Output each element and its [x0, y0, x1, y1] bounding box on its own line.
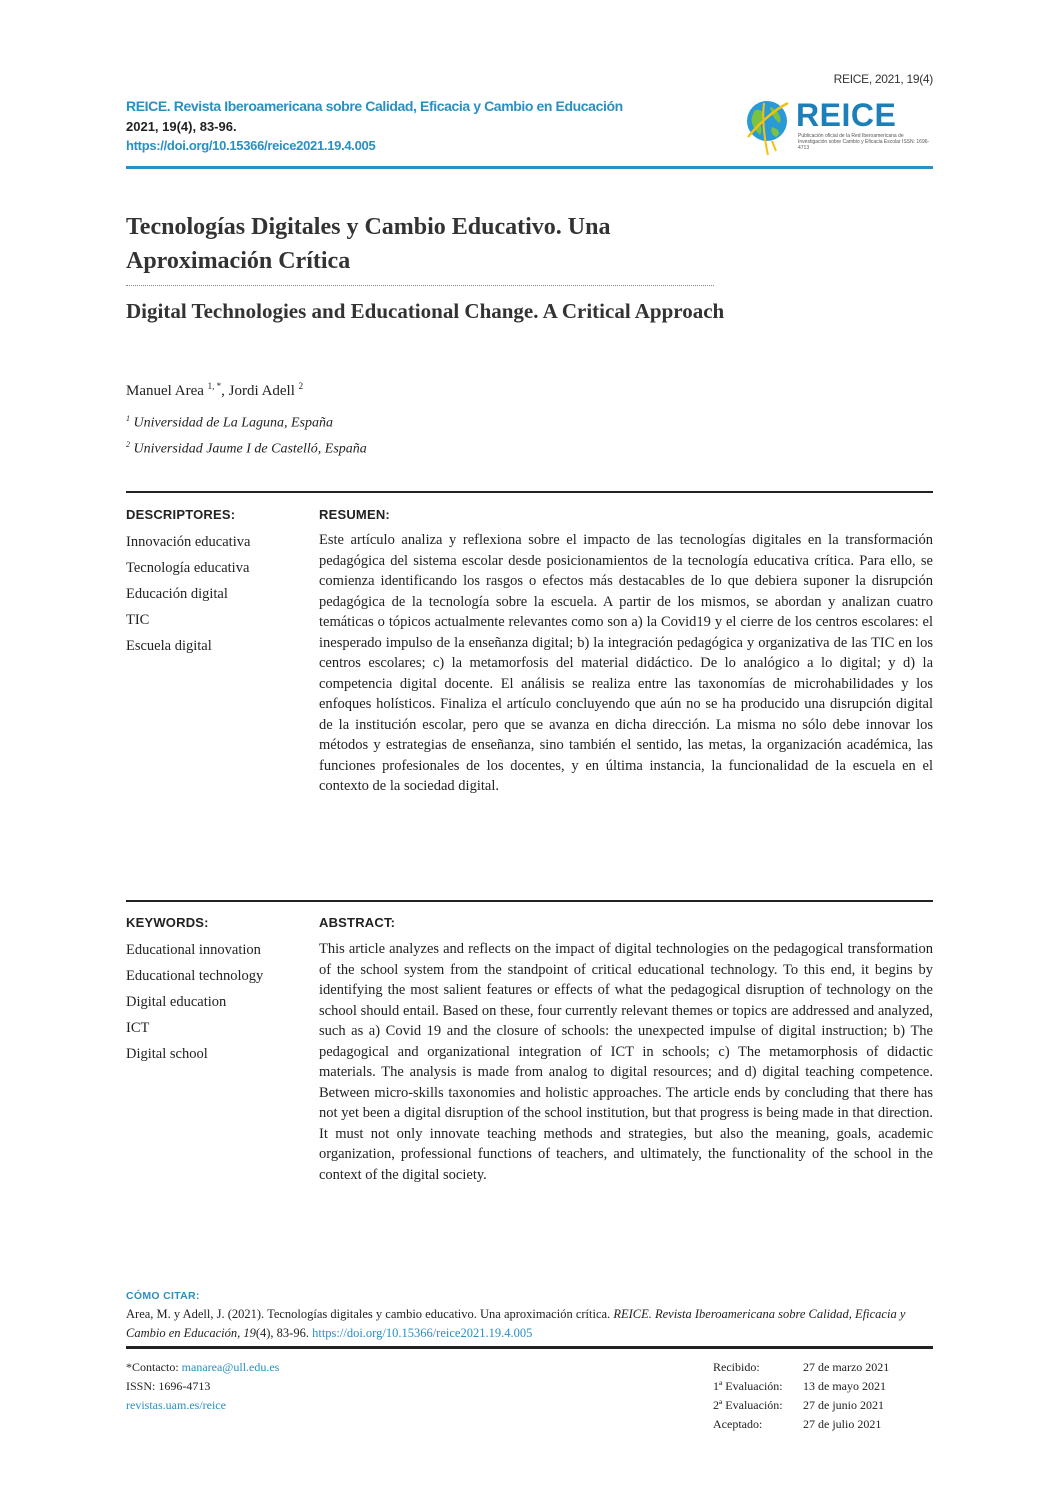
section-rule [126, 900, 933, 902]
affiliation-number: 2 [126, 440, 130, 449]
author-affiliation-mark: 2 [298, 381, 304, 391]
reice-logo [742, 97, 934, 157]
affiliation-text: Universidad Jaume I de Castelló, España [133, 441, 367, 457]
keywords-list [126, 937, 306, 1067]
date-row [713, 1396, 889, 1415]
keyword-item: Digital school [126, 1046, 208, 1062]
contact-email-link[interactable]: manarea@ull.edu.es [181, 1360, 280, 1374]
date-value: 27 de julio 2021 [803, 1417, 882, 1431]
date-row [713, 1358, 889, 1377]
citation-doi-link[interactable]: https://doi.org/10.15366/reice2021.19.4.005 [312, 1326, 533, 1340]
keyword-item: Educational technology [126, 968, 264, 984]
keyword-item: Digital education [126, 994, 227, 1010]
title-divider [126, 285, 714, 286]
journal-doi-link[interactable]: https://doi.org/10.15366/reice2021.19.4.005 [126, 138, 376, 153]
citation-part: (4), 83-96. [255, 1326, 313, 1340]
descriptor-item: Escuela digital [126, 638, 212, 654]
affiliation-text: Universidad de La Laguna, España [133, 415, 333, 431]
contact-line [126, 1358, 279, 1377]
date-label: 1ª Evaluación: [713, 1379, 783, 1393]
descriptor-item: Educación digital [126, 586, 228, 602]
header-rule [126, 166, 933, 169]
author-separator: , [221, 383, 229, 399]
date-label: Aceptado: [713, 1417, 763, 1431]
footer-rule [126, 1346, 933, 1349]
date-value: 27 de junio 2021 [803, 1398, 884, 1412]
date-label: 2ª Evaluación: [713, 1398, 783, 1412]
issn: ISSN: 1696-4713 [126, 1379, 211, 1393]
contact-label: *Contacto: [126, 1360, 182, 1374]
citation-journal: REICE. Revista Iberoamericana sobre Calidad, Eficacia y Cambio en Educación, 19 [126, 1307, 906, 1340]
descriptors-heading: DESCRIPTORES: [126, 507, 236, 522]
affiliation [126, 440, 367, 458]
dates-block [713, 1358, 889, 1434]
title-spanish: Tecnologías Digitales y Cambio Educativo. Una Aproximación Crítica [126, 214, 611, 274]
resumen-heading: RESUMEN: [319, 507, 390, 522]
globe-icon [742, 97, 792, 157]
keywords-heading: KEYWORDS: [126, 915, 209, 930]
descriptors-list [126, 529, 306, 659]
running-head: REICE, 2021, 19(4) [833, 72, 933, 86]
affiliation-number: 1 [126, 414, 130, 423]
website-link[interactable]: revistas.uam.es/reice [126, 1398, 226, 1412]
abstract-text: This article analyzes and reflects on the impact of digital technologies on the pedagogical transformation of the school system from the standpoint of critical educational technology. To this end, it begins by identifying the most salient features or effects of what the pedagogical disruption of technology on the school should entail. Based on these, four currently relevant themes or topics are addressed and analyzed, such as a) Covid 19 and the closure of schools: the unexpected impulse of digital instruction; b) The pedagogical and organizational integration of ICT in schools; c) The metamorphosis of didactic materials. The analysis is made from analog to digital resources; and d) digital teaching competence. Between micro-skills taxonomies and holistic approaches. The article ends by concluding that there has not yet been a digital disruption of the school institution, but that progress is being made in that direction. It must not only innovate teaching methods and strategies, but also the meaning, goals, academic organization, professional functions of teachers, and ultimately, the functionality of the school in the context of the digital society. [319, 941, 933, 1183]
keyword-item: ICT [126, 1020, 150, 1036]
date-value: 27 de marzo 2021 [803, 1360, 890, 1374]
date-row [713, 1415, 889, 1434]
citation-heading: CÓMO CITAR: [126, 1290, 200, 1302]
descriptor-item: Innovación educativa [126, 534, 251, 550]
keyword-item: Educational innovation [126, 942, 261, 958]
descriptor-item: TIC [126, 612, 150, 628]
date-row [713, 1377, 889, 1396]
author-name: Jordi Adell [228, 383, 295, 399]
logo-text: REICE [796, 97, 897, 133]
journal-issue: 2021, 19(4), 83-96. [126, 119, 237, 134]
authors [126, 381, 303, 400]
title-english: Digital Technologies and Educational Change. A Critical Approach [126, 299, 725, 323]
citation-text [126, 1305, 933, 1343]
author-name: Manuel Area [126, 383, 204, 399]
citation-part: Area, M. y Adell, J. (2021). Tecnologías digitales y cambio educativo. Una aproximación crítica. [126, 1307, 614, 1321]
contact-block [126, 1358, 279, 1415]
date-label: Recibido: [713, 1360, 760, 1374]
journal-name: REICE. Revista Iberoamericana sobre Calidad, Eficacia y Cambio en Educación [126, 98, 623, 114]
date-value: 13 de mayo 2021 [803, 1379, 886, 1393]
affiliation [126, 414, 333, 432]
logo-subtitle: Publicación oficial de la Red Iberoamericana de Investigación sobre Cambio y Eficacia Escolar ISSN: 1696-4713 [798, 133, 930, 151]
author-affiliation-mark: 1, * [207, 381, 222, 391]
descriptor-item: Tecnología educativa [126, 560, 250, 576]
abstract-heading: ABSTRACT: [319, 915, 396, 930]
resumen-text: Este artículo analiza y reflexiona sobre el impacto de las tecnologías digitales en la transformación pedagógica del sistema escolar desde posicionamientos de la tecnología educativa crítica. Para ello, se comienza identificando los rasgos o efectos más destacables de lo que debiera suponer la disrupción pedagógica de la tecnología sobre la escuela. A partir de los mismos, se abordan y analizan cuatro temáticas o tópicos actualmente relevantes como son a) la Covid19 y el cierre de los centros escolares: el inesperado impulso de la enseñanza digital; b) la integración pedagógica y organizativa de las TIC en los centros escolares; c) la metamorfosis del material didáctico. De lo analógico a lo digital; y d) la competencia digital docente. El análisis se realiza entre las taxonomías de microhabilidades y los enfoques holísticos. Finaliza el artículo concluyendo que aún no se ha producido una disrupción digital de la institución escolar, pero que se avanza en dicha dirección. La misma no sólo debe innovar los métodos y estrategias de enseñanza, sino también el sentido, las metas, la organización académica, las funciones profesionales de los docentes, y en última instancia, la funcionalidad de la escuela en el contexto de la sociedad digital. [319, 532, 933, 794]
section-rule [126, 491, 933, 493]
